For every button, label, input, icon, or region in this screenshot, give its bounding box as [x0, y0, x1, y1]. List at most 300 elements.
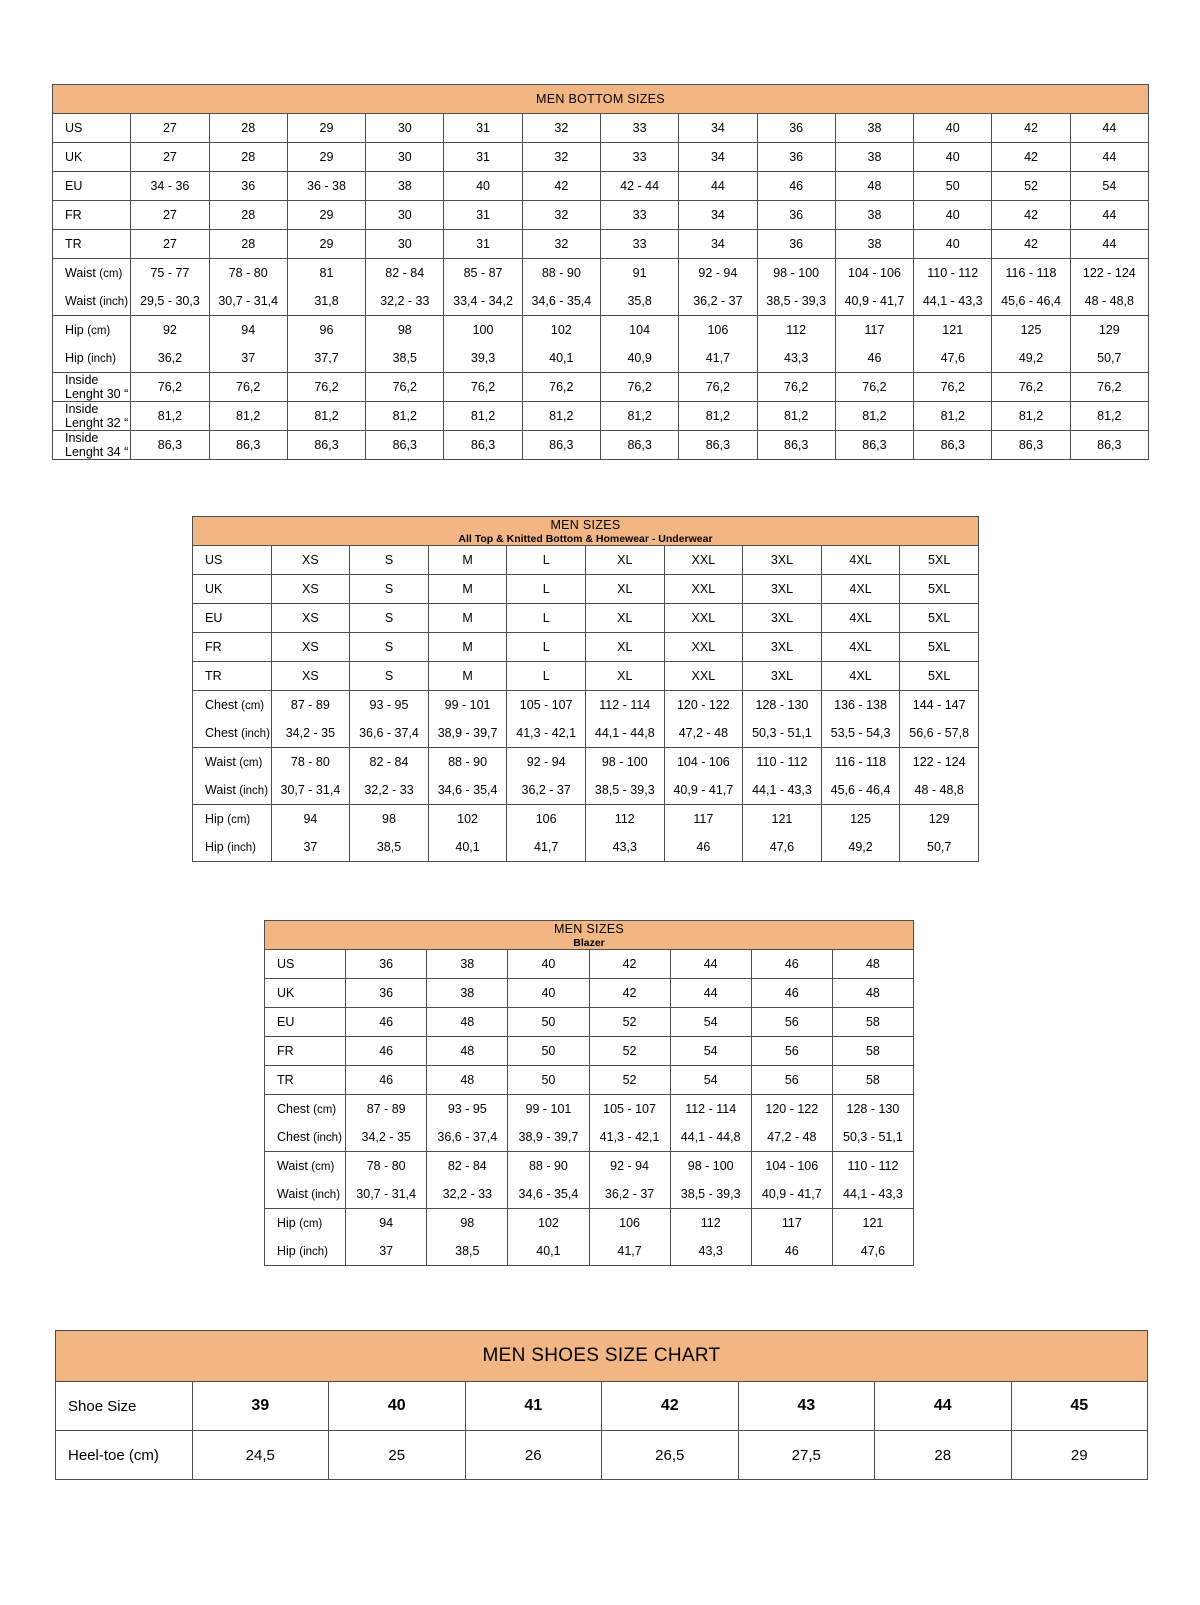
table-title: [265, 921, 914, 950]
cell: 36: [757, 114, 835, 143]
men-bottom-sizes-table-wrapper: [52, 84, 1149, 460]
cell: 29: [287, 230, 365, 259]
cell: 82 - 84: [427, 1152, 508, 1181]
cell: 52: [992, 172, 1070, 201]
cell: 30: [366, 114, 444, 143]
cell: 29: [287, 143, 365, 172]
cell: XL: [585, 633, 664, 662]
cell: 30,7 - 31,4: [271, 776, 350, 805]
cell: 110 - 112: [743, 748, 822, 777]
cell: 58: [832, 1037, 913, 1066]
row-label-uk: UK: [193, 575, 272, 604]
cell: 33: [600, 143, 678, 172]
row-label-unit: (cm): [87, 325, 111, 337]
cell: 39,3: [444, 344, 522, 373]
cell: 81,2: [1070, 402, 1148, 431]
cell: M: [428, 546, 507, 575]
row-label-chest-cm: [265, 1095, 346, 1124]
table-row: [265, 950, 914, 979]
row-label-hip-inch: [193, 833, 272, 862]
cell: 28: [209, 230, 287, 259]
cell: 88 - 90: [522, 259, 600, 288]
cell: 105 - 107: [507, 691, 586, 720]
row-label-fr: FR: [193, 633, 272, 662]
cell: 144 - 147: [900, 691, 979, 720]
cell: 56: [751, 1008, 832, 1037]
cell: 44,1 - 43,3: [914, 287, 992, 316]
cell: 36: [346, 950, 427, 979]
table-row: [265, 1123, 914, 1152]
row-label-text: Hip: [205, 812, 224, 826]
cell: 116 - 118: [821, 748, 900, 777]
cell: 48: [832, 979, 913, 1008]
cell: 32,2 - 33: [427, 1180, 508, 1209]
table-row: [53, 316, 1149, 345]
cell: 36,6 - 37,4: [350, 719, 429, 748]
cell: 27: [131, 201, 209, 230]
cell: 117: [664, 805, 743, 834]
cell: 34,2 - 35: [346, 1123, 427, 1152]
cell: M: [428, 662, 507, 691]
cell: XS: [271, 575, 350, 604]
cell: 82 - 84: [366, 259, 444, 288]
cell: 46: [751, 950, 832, 979]
cell: 46: [751, 979, 832, 1008]
table-row: [193, 662, 979, 691]
cell: 117: [835, 316, 913, 345]
cell: 76,2: [1070, 373, 1148, 402]
cell: 86,3: [1070, 431, 1148, 460]
cell: 94: [271, 805, 350, 834]
men-sizes-blazer-table-wrapper: [264, 920, 914, 1266]
cell: 38: [835, 143, 913, 172]
table-title: MEN SHOES SIZE CHART: [56, 1331, 1148, 1382]
cell: 30,7 - 31,4: [346, 1180, 427, 1209]
cell: 34,6 - 35,4: [428, 776, 507, 805]
row-label-text: Waist: [65, 294, 96, 308]
table-row: [53, 143, 1149, 172]
cell: 50,3 - 51,1: [743, 719, 822, 748]
cell: 40: [329, 1382, 466, 1431]
row-label-uk: UK: [53, 143, 131, 172]
cell: 75 - 77: [131, 259, 209, 288]
cell: 86,3: [287, 431, 365, 460]
cell: 34: [679, 114, 757, 143]
cell: 98 - 100: [757, 259, 835, 288]
table-row: [53, 344, 1149, 373]
cell: 44: [1070, 201, 1148, 230]
cell: 42: [589, 979, 670, 1008]
cell: 81,2: [209, 402, 287, 431]
cell: 36: [757, 230, 835, 259]
cell: 48: [835, 172, 913, 201]
cell: 76,2: [522, 373, 600, 402]
table-title: [193, 517, 979, 546]
cell: 36: [346, 979, 427, 1008]
cell: 99 - 101: [428, 691, 507, 720]
cell: 98: [427, 1209, 508, 1238]
cell: 46: [757, 172, 835, 201]
cell: 112 - 114: [670, 1095, 751, 1124]
table-row: [53, 373, 1149, 402]
cell: 93 - 95: [350, 691, 429, 720]
cell: 76,2: [366, 373, 444, 402]
cell: 86,3: [366, 431, 444, 460]
table-title-row: [193, 517, 979, 546]
cell: 52: [589, 1008, 670, 1037]
cell: 37: [271, 833, 350, 862]
cell: 38: [835, 230, 913, 259]
cell: 34: [679, 230, 757, 259]
cell: M: [428, 604, 507, 633]
cell: 32,2 - 33: [350, 776, 429, 805]
cell: 45,6 - 46,4: [992, 287, 1070, 316]
cell: 81,2: [522, 402, 600, 431]
cell: 40: [508, 950, 589, 979]
row-label-hip-cm: [193, 805, 272, 834]
table-title-row: [53, 85, 1149, 114]
cell: 36: [757, 143, 835, 172]
cell: 43,3: [585, 833, 664, 862]
row-label-unit: (cm): [239, 757, 263, 769]
cell: 32: [522, 143, 600, 172]
cell: XL: [585, 575, 664, 604]
cell: 50: [914, 172, 992, 201]
cell: 30: [366, 201, 444, 230]
cell: 26: [465, 1431, 602, 1480]
cell: 36: [757, 201, 835, 230]
cell: 106: [679, 316, 757, 345]
table-title: MEN BOTTOM SIZES: [53, 85, 1149, 114]
table-row: [193, 776, 979, 805]
cell: 38,5: [350, 833, 429, 862]
cell: 41,7: [679, 344, 757, 373]
cell: 78 - 80: [346, 1152, 427, 1181]
cell: 3XL: [743, 633, 822, 662]
cell: 27: [131, 230, 209, 259]
cell: L: [507, 633, 586, 662]
cell: 34,6 - 35,4: [522, 287, 600, 316]
cell: 33: [600, 201, 678, 230]
cell: 76,2: [131, 373, 209, 402]
cell: 42: [992, 201, 1070, 230]
cell: 98: [366, 316, 444, 345]
cell: 31,8: [287, 287, 365, 316]
cell: 34 - 36: [131, 172, 209, 201]
table-row: [193, 575, 979, 604]
table-row: [265, 1066, 914, 1095]
cell: M: [428, 575, 507, 604]
cell: 41: [465, 1382, 602, 1431]
row-label-heel-toe: Heel-toe (cm): [56, 1431, 193, 1480]
cell: 46: [835, 344, 913, 373]
men-bottom-sizes-table: [52, 84, 1149, 460]
table-row: [265, 979, 914, 1008]
cell: L: [507, 604, 586, 633]
row-label-text: Chest: [277, 1130, 310, 1144]
cell: 30: [366, 143, 444, 172]
cell: 3XL: [743, 546, 822, 575]
cell: 32: [522, 201, 600, 230]
table-row: [53, 201, 1149, 230]
table-row: [265, 1209, 914, 1238]
cell: 31: [444, 143, 522, 172]
cell: 50,7: [900, 833, 979, 862]
cell: 81,2: [287, 402, 365, 431]
row-label-chest-cm: [193, 691, 272, 720]
cell: 112 - 114: [585, 691, 664, 720]
row-label-hip-inch: [265, 1237, 346, 1266]
cell: 41,3 - 42,1: [507, 719, 586, 748]
cell: 76,2: [757, 373, 835, 402]
table-row: [193, 833, 979, 862]
cell: 31: [444, 201, 522, 230]
cell: 31: [444, 230, 522, 259]
cell: 3XL: [743, 604, 822, 633]
cell: XXL: [664, 604, 743, 633]
row-label-shoe-size: Shoe Size: [56, 1382, 193, 1431]
row-label-text: Waist: [277, 1187, 308, 1201]
cell: 46: [751, 1237, 832, 1266]
row-label-unit: (cm): [227, 814, 251, 826]
row-label-waist-cm: [193, 748, 272, 777]
row-label-unit: (inch): [241, 728, 270, 740]
table-subtitle-text: All Top & Knitted Bottom & Homewear - Underwear: [458, 532, 713, 545]
cell: 28: [209, 201, 287, 230]
cell: 33: [600, 230, 678, 259]
cell: 5XL: [900, 575, 979, 604]
table-row: [53, 114, 1149, 143]
table-row: [265, 1008, 914, 1037]
cell: 128 - 130: [832, 1095, 913, 1124]
cell: S: [350, 604, 429, 633]
row-label-inside-length-30: Inside Lenght 30 “: [53, 373, 131, 402]
row-label-hip-cm: [265, 1209, 346, 1238]
cell: 47,6: [743, 833, 822, 862]
cell: 105 - 107: [589, 1095, 670, 1124]
cell: 78 - 80: [209, 259, 287, 288]
cell: 40,9 - 41,7: [835, 287, 913, 316]
cell: 28: [209, 114, 287, 143]
cell: XS: [271, 546, 350, 575]
cell: 26,5: [602, 1431, 739, 1480]
cell: 5XL: [900, 604, 979, 633]
row-label-inside-length-32: Inside Lenght 32 “: [53, 402, 131, 431]
row-label-eu: EU: [193, 604, 272, 633]
cell: 48 - 48,8: [1070, 287, 1148, 316]
cell: 32,2 - 33: [366, 287, 444, 316]
cell: 81,2: [835, 402, 913, 431]
cell: 86,3: [209, 431, 287, 460]
cell: 43,3: [757, 344, 835, 373]
row-label-fr: FR: [53, 201, 131, 230]
cell: 45,6 - 46,4: [821, 776, 900, 805]
table-row: [193, 748, 979, 777]
cell: 86,3: [444, 431, 522, 460]
row-label-text: Hip: [205, 840, 224, 854]
cell: 44: [670, 950, 751, 979]
cell: L: [507, 546, 586, 575]
cell: 38,5 - 39,3: [585, 776, 664, 805]
cell: 41,7: [507, 833, 586, 862]
table-row: [265, 1237, 914, 1266]
cell: 86,3: [835, 431, 913, 460]
cell: 35,8: [600, 287, 678, 316]
cell: 136 - 138: [821, 691, 900, 720]
cell: 44: [679, 172, 757, 201]
table-row: [53, 172, 1149, 201]
cell: 110 - 112: [832, 1152, 913, 1181]
cell: 33,4 - 34,2: [444, 287, 522, 316]
cell: S: [350, 662, 429, 691]
cell: 47,2 - 48: [664, 719, 743, 748]
cell: 37: [346, 1237, 427, 1266]
row-label-unit: (cm): [241, 700, 265, 712]
row-label-waist-inch: [53, 287, 131, 316]
table-row: [265, 1095, 914, 1124]
cell: 40,1: [428, 833, 507, 862]
cell: 58: [832, 1066, 913, 1095]
cell: 100: [444, 316, 522, 345]
row-label-text: Waist: [277, 1159, 308, 1173]
row-label-eu: EU: [265, 1008, 346, 1037]
row-label-inside-length-34: Inside Lenght 34 “: [53, 431, 131, 460]
cell: M: [428, 633, 507, 662]
cell: 76,2: [992, 373, 1070, 402]
cell: 98: [350, 805, 429, 834]
cell: 125: [992, 316, 1070, 345]
cell: 54: [670, 1008, 751, 1037]
cell: 50: [508, 1008, 589, 1037]
cell: 98 - 100: [585, 748, 664, 777]
cell: 37: [209, 344, 287, 373]
cell: 40: [914, 114, 992, 143]
row-label-text: Waist: [205, 783, 236, 797]
cell: 81,2: [757, 402, 835, 431]
cell: 38: [366, 172, 444, 201]
row-label-waist-cm: [53, 259, 131, 288]
cell: 43: [738, 1382, 875, 1431]
cell: 92: [131, 316, 209, 345]
cell: 34: [679, 143, 757, 172]
cell: 120 - 122: [751, 1095, 832, 1124]
cell: 29: [287, 201, 365, 230]
table-row: [53, 287, 1149, 316]
cell: 42: [602, 1382, 739, 1431]
cell: 117: [751, 1209, 832, 1238]
cell: 129: [900, 805, 979, 834]
row-label-fr: FR: [265, 1037, 346, 1066]
row-label-text: Waist: [205, 755, 236, 769]
cell: 3XL: [743, 575, 822, 604]
cell: XS: [271, 633, 350, 662]
cell: 76,2: [679, 373, 757, 402]
cell: 121: [914, 316, 992, 345]
cell: 32: [522, 230, 600, 259]
cell: 76,2: [209, 373, 287, 402]
cell: 38,9 - 39,7: [508, 1123, 589, 1152]
cell: 38,5: [366, 344, 444, 373]
cell: 36,2 - 37: [679, 287, 757, 316]
cell: 44: [670, 979, 751, 1008]
cell: 24,5: [192, 1431, 329, 1480]
cell: 121: [743, 805, 822, 834]
cell: 40,9: [600, 344, 678, 373]
cell: 86,3: [679, 431, 757, 460]
cell: 37,7: [287, 344, 365, 373]
cell: 56: [751, 1037, 832, 1066]
table-row: [53, 402, 1149, 431]
cell: 102: [428, 805, 507, 834]
men-sizes-tops-table: [192, 516, 979, 862]
men-sizes-tops-table-wrapper: [192, 516, 979, 862]
row-label-tr: TR: [265, 1066, 346, 1095]
cell: 38: [427, 979, 508, 1008]
cell: 47,6: [832, 1237, 913, 1266]
row-label-us: US: [193, 546, 272, 575]
cell: 29,5 - 30,3: [131, 287, 209, 316]
cell: 76,2: [600, 373, 678, 402]
cell: 50,3 - 51,1: [832, 1123, 913, 1152]
cell: 44: [1070, 143, 1148, 172]
cell: 25: [329, 1431, 466, 1480]
row-label-waist-inch: [265, 1180, 346, 1209]
cell: XS: [271, 662, 350, 691]
cell: 38: [835, 201, 913, 230]
cell: 81,2: [992, 402, 1070, 431]
cell: S: [350, 633, 429, 662]
cell: L: [507, 575, 586, 604]
table-row: [193, 691, 979, 720]
cell: 48 - 48,8: [900, 776, 979, 805]
cell: 33: [600, 114, 678, 143]
row-label-us: US: [265, 950, 346, 979]
row-label-text: Hip: [65, 323, 84, 337]
table-row: [265, 1037, 914, 1066]
cell: 30: [366, 230, 444, 259]
cell: 104 - 106: [835, 259, 913, 288]
cell: 44,1 - 44,8: [585, 719, 664, 748]
cell: 38,5 - 39,3: [670, 1180, 751, 1209]
cell: 42 - 44: [600, 172, 678, 201]
cell: 54: [670, 1037, 751, 1066]
cell: 76,2: [444, 373, 522, 402]
cell: 46: [346, 1037, 427, 1066]
cell: 50,7: [1070, 344, 1148, 373]
cell: 40: [914, 201, 992, 230]
cell: 4XL: [821, 604, 900, 633]
row-label-text: Hip: [277, 1244, 296, 1258]
cell: 50: [508, 1066, 589, 1095]
table-row: [193, 719, 979, 748]
cell: 40: [914, 143, 992, 172]
cell: 44,1 - 43,3: [832, 1180, 913, 1209]
row-label-us: US: [53, 114, 131, 143]
cell: XXL: [664, 575, 743, 604]
cell: XL: [585, 604, 664, 633]
row-label-hip-cm: [53, 316, 131, 345]
cell: 94: [346, 1209, 427, 1238]
cell: 29: [287, 114, 365, 143]
cell: 28: [209, 143, 287, 172]
cell: 36,2 - 37: [589, 1180, 670, 1209]
cell: 81,2: [914, 402, 992, 431]
row-label-text: Chest: [205, 726, 238, 740]
cell: 116 - 118: [992, 259, 1070, 288]
cell: 44,1 - 44,8: [670, 1123, 751, 1152]
cell: 52: [589, 1037, 670, 1066]
cell: 121: [832, 1209, 913, 1238]
